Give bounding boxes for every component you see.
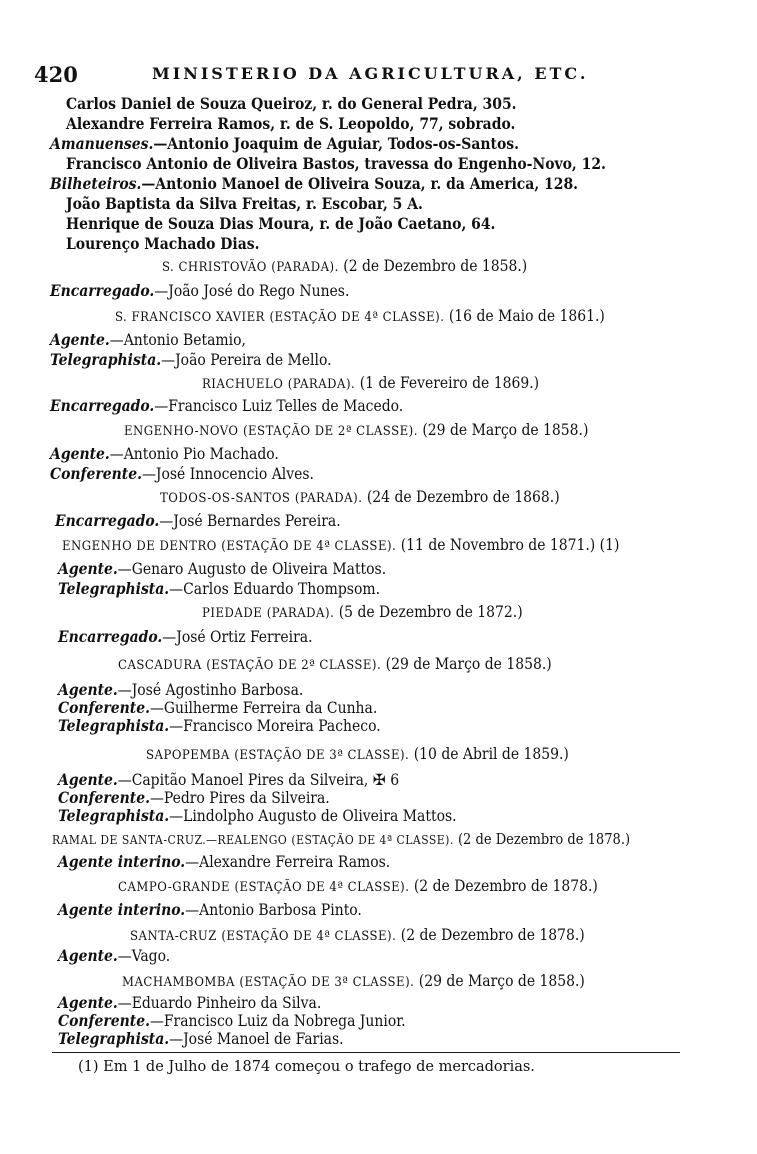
station-type: (PARADA). [294, 491, 363, 506]
station-date: (2 de Dezembro de 1878.) [400, 926, 585, 944]
station-type: (ESTAÇÃO DE 4ª CLASSE). [234, 880, 410, 895]
role-label: Agente. [58, 559, 118, 578]
footnote: (1) Em 1 de Julho de 1874 começou o trafego de mercadorias. [78, 1059, 535, 1075]
staff-entry [58, 993, 321, 1013]
station-type: (ESTAÇÃO DE 4ª CLASSE). [221, 539, 397, 554]
role-label: Agente. [58, 680, 118, 699]
station-name: S. CHRISTOVÃO [162, 260, 267, 275]
person-text: —Eduardo Pinheiro da Silva. [117, 994, 322, 1012]
role-label: Agente. [58, 770, 118, 789]
station-type: (ESTAÇÃO DE 4ª CLASSE). [221, 929, 397, 944]
role-label: Telegraphista. [58, 806, 170, 825]
person-text: —Francisco Moreira Pacheco. [169, 717, 381, 735]
station-date: (1 de Fevereiro de 1869.) [359, 374, 540, 392]
role-label: Agente. [50, 444, 110, 463]
staff-entry [58, 1011, 406, 1031]
staff-entry [58, 946, 170, 966]
station-heading [160, 487, 560, 509]
person-text: —Capitão Manoel Pires da Silveira, ✠ 6 [117, 771, 400, 789]
role-label: Amanuenses. [50, 134, 154, 153]
role-label: Telegraphista. [50, 350, 162, 369]
station-heading [118, 654, 552, 676]
station-heading [130, 925, 585, 947]
staff-entry [58, 852, 390, 872]
role-label: Agente. [58, 946, 118, 965]
station-type: (ESTAÇÃO DE 4ª CLASSE). [269, 310, 445, 325]
station-heading [202, 602, 523, 624]
station-name: ENGENHO DE DENTRO [62, 539, 217, 554]
person-text: —João Pereira de Mello. [161, 351, 332, 369]
staff-entry [50, 396, 403, 416]
station-type: (ESTAÇÃO DE 4ª CLASSE). [291, 833, 454, 847]
station-type: (PARADA). [287, 377, 356, 392]
station-type: (ESTAÇÃO DE 2ª CLASSE). [242, 424, 418, 439]
station-date: (24 de Dezembro de 1868.) [366, 488, 560, 506]
station-heading [124, 420, 588, 442]
staff-entry [58, 716, 381, 736]
staff-entry [50, 350, 332, 370]
station-date: (2 de Dezembro de 1878.) [457, 832, 631, 848]
staff-entry [55, 511, 341, 531]
station-type: (PARADA). [266, 606, 335, 621]
station-heading [122, 971, 585, 993]
person-text: —Antonio Pio Machado. [109, 445, 279, 463]
role-label: Telegraphista. [58, 579, 170, 598]
station-date: (5 de Dezembro de 1872.) [338, 603, 523, 621]
list-item: Henrique de Souza Dias Moura, r. de João Caetano, 64. [66, 214, 496, 233]
station-name: SAPOPEMBA [146, 748, 230, 763]
station-heading [202, 373, 539, 395]
station-name: MACHAMBOMBA [122, 975, 235, 990]
person-text: —Antonio Joaquim de Aguiar, Todos-os-Santos. [153, 134, 519, 153]
role-label: Encarregado. [50, 281, 155, 300]
staff-entry [50, 330, 246, 350]
role-label: Telegraphista. [58, 716, 170, 735]
station-name: TODOS-OS-SANTOS [160, 491, 291, 506]
person-text: —Guilherme Ferreira da Cunha. [149, 699, 378, 717]
staff-entry [58, 1029, 344, 1049]
staff-entry [58, 627, 313, 647]
person-text: —João José do Rego Nunes. [154, 282, 350, 300]
station-type: (ESTAÇÃO DE 3ª CLASSE). [239, 975, 415, 990]
page-number: 420 [34, 62, 78, 87]
staff-entry [58, 806, 457, 826]
staff-entry [58, 579, 380, 599]
station-date: (16 de Maio de 1861.) [448, 307, 605, 325]
person-text: —José Bernardes Pereira. [159, 512, 341, 530]
station-heading [162, 256, 527, 278]
person-text: —Carlos Eduardo Thompsom. [169, 580, 380, 598]
staff-entry [50, 281, 349, 301]
person-text: —Genaro Augusto de Oliveira Mattos. [117, 560, 387, 578]
station-name: RAMAL DE SANTA-CRUZ.—REALENGO [52, 833, 288, 847]
station-date: (29 de Março de 1858.) [418, 972, 585, 990]
list-item: Carlos Daniel de Souza Queiroz, r. do General Pedra, 305. [66, 94, 517, 113]
station-heading [62, 535, 619, 557]
role-label: Conferente. [58, 788, 150, 807]
person-text: —Antonio Barbosa Pinto. [185, 901, 362, 919]
role-label: Conferente. [58, 698, 150, 717]
staff-entry [58, 770, 399, 790]
person-text: —Vago. [117, 947, 171, 965]
staff-entry [58, 788, 330, 808]
role-label: Agente interino. [58, 852, 186, 871]
list-item: Lourenço Machado Dias. [66, 234, 260, 253]
station-name: ENGENHO-NOVO [124, 424, 239, 439]
person-text: —Antonio Betamio, [109, 331, 246, 349]
role-label: Agente. [50, 330, 110, 349]
role-label: Conferente. [50, 464, 142, 483]
station-heading [118, 876, 598, 898]
person-text: —Francisco Luiz da Nobrega Junior. [149, 1012, 406, 1030]
station-date: (29 de Março de 1858.) [385, 655, 552, 673]
station-name: SANTA-CRUZ [130, 929, 217, 944]
station-date: (10 de Abril de 1859.) [413, 745, 569, 763]
role-label: Agente. [58, 993, 118, 1012]
staff-entry [58, 680, 303, 700]
staff-entry [58, 559, 386, 579]
person-text: —Alexandre Ferreira Ramos. [185, 853, 391, 871]
page-header [34, 62, 694, 88]
staff-entry [50, 134, 519, 154]
station-name: CAMPO-GRANDE [118, 880, 231, 895]
station-name: S. FRANCISCO XAVIER [115, 310, 265, 325]
person-text: —José Agostinho Barbosa. [117, 681, 304, 699]
role-label: Encarregado. [50, 396, 155, 415]
person-text: —Lindolpho Augusto de Oliveira Mattos. [169, 807, 457, 825]
staff-entry [50, 444, 279, 464]
staff-entry [50, 464, 314, 484]
station-date: (11 de Novembro de 1871.) (1) [400, 536, 620, 554]
footnote-divider [52, 1052, 680, 1053]
person-text: —José Ortiz Ferreira. [162, 628, 313, 646]
station-heading [115, 306, 605, 328]
station-name: RIACHUELO [202, 377, 284, 392]
role-label: Telegraphista. [58, 1029, 170, 1048]
role-label: Bilheteiros. [50, 174, 142, 193]
list-item: Alexandre Ferreira Ramos, r. de S. Leopoldo, 77, sobrado. [66, 114, 516, 133]
role-label: Agente interino. [58, 900, 186, 919]
list-item: João Baptista da Silva Freitas, r. Escobar, 5 A. [66, 194, 423, 213]
staff-entry [50, 174, 578, 194]
station-name: CASCADURA [118, 658, 202, 673]
station-date: (2 de Dezembro de 1858.) [343, 257, 528, 275]
station-type: (PARADA). [271, 260, 339, 275]
role-label: Conferente. [58, 1011, 150, 1030]
staff-entry [58, 900, 362, 920]
station-heading [146, 744, 569, 766]
page-title: MINISTERIO DA AGRICULTURA, ETC. [152, 64, 589, 83]
role-label: Encarregado. [55, 511, 160, 530]
person-text: —Pedro Pires da Silveira. [149, 789, 330, 807]
station-type: (ESTAÇÃO DE 2ª CLASSE). [206, 658, 382, 673]
station-type: (ESTAÇÃO DE 3ª CLASSE). [234, 748, 410, 763]
station-date: (29 de Março de 1858.) [422, 421, 589, 439]
staff-entry [58, 698, 377, 718]
person-text: —José Innocencio Alves. [141, 465, 314, 483]
person-text: —José Manoel de Farias. [169, 1030, 344, 1048]
list-item: Francisco Antonio de Oliveira Bastos, travessa do Engenho-Novo, 12. [66, 154, 606, 173]
person-text: —Francisco Luiz Telles de Macedo. [154, 397, 404, 415]
station-heading [52, 830, 630, 850]
station-name: PIEDADE [202, 606, 263, 621]
person-text: —Antonio Manoel de Oliveira Souza, r. da America, 128. [141, 174, 578, 193]
role-label: Encarregado. [58, 627, 163, 646]
station-date: (2 de Dezembro de 1878.) [413, 877, 598, 895]
